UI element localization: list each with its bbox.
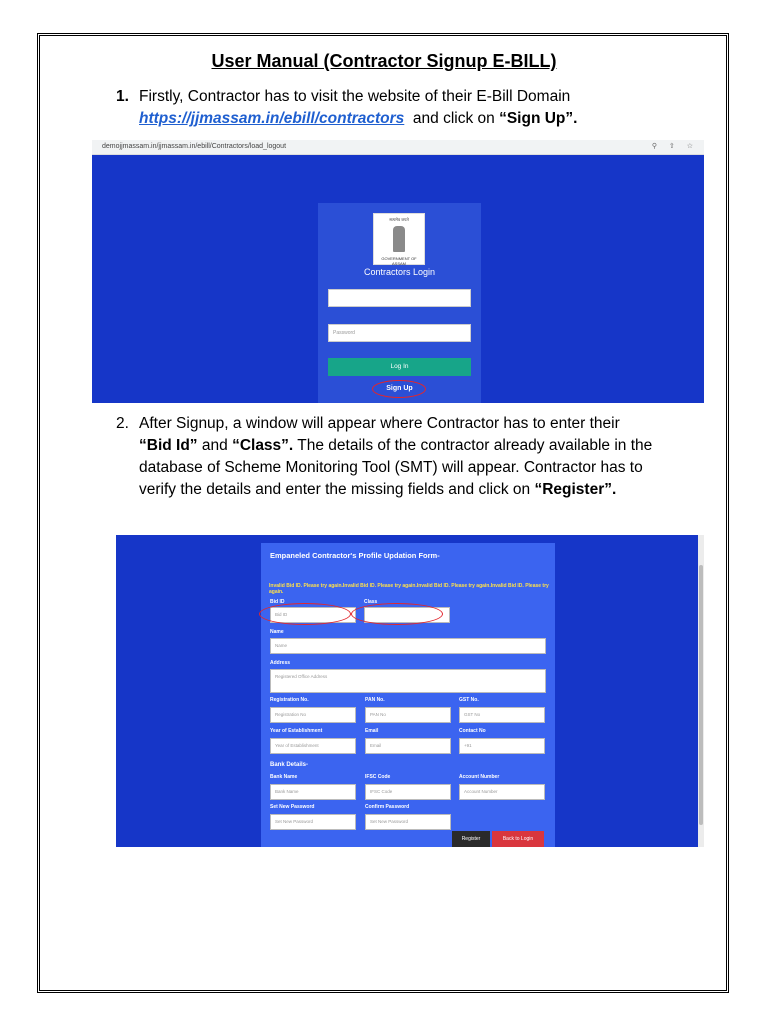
ebill-link[interactable]: https://jjmassam.in/ebill/contractors [139,110,405,127]
bank-details-heading: Bank Details- [270,762,309,768]
contact-input[interactable]: +91 [459,738,545,754]
error-message: Invalid Bid ID. Please try again.Invalid Bid ID. Please try again.Invalid Bid ID. Please try again.Invalid Bid ID. Please try again. [269,583,549,595]
gst-input[interactable]: GST No [459,707,545,723]
register-button[interactable]: Register [452,831,490,847]
login-card [318,203,481,403]
contact-label: Contact No [459,728,486,734]
bank-name-label: Bank Name [270,774,298,780]
class-term: “Class”. [232,437,294,454]
registration-label: Registration No. [270,697,309,703]
password-input[interactable]: Password [328,324,471,342]
bank-name-input[interactable]: Bank Name [270,784,356,800]
sign-up-highlight-oval [372,380,426,398]
login-title: Contractors Login [363,267,436,277]
year-input[interactable]: Year of Establishment [270,738,356,754]
pan-input[interactable]: PAN No [365,707,451,723]
address-input[interactable]: Registered Office Address [270,669,546,693]
year-label: Year of Establishment [270,728,323,734]
login-background [92,155,704,403]
email-input[interactable]: Email [365,738,451,754]
bid-id-highlight-oval [259,603,351,625]
bid-id-term: “Bid Id” [139,437,198,454]
scrollbar-thumb[interactable] [699,565,703,825]
step-1-sign-up: “Sign Up”. [499,110,578,127]
name-input[interactable]: Name [270,638,546,654]
assam-emblem-icon [373,213,425,265]
back-to-login-button[interactable]: Back to Login [492,831,544,847]
screenshot-login [92,140,704,403]
screenshot-profile-form [116,535,704,847]
new-password-label: Set New Password [270,804,315,810]
email-label: Email [365,728,379,734]
emblem-pillar-icon [393,226,405,252]
account-input[interactable]: Account Number [459,784,545,800]
browser-address-bar [92,140,704,155]
login-button[interactable]: Log In [328,358,471,376]
confirm-password-label: Confirm Password [365,804,410,810]
class-label: Class [364,599,378,605]
emblem-bottom-text: GOVERNMENT OF ASSAM [381,256,417,266]
step-1-after-link: and click on [412,110,495,127]
step-2-line-1: After Signup, a window will appear where Contractor has to enter their [139,415,620,432]
class-highlight-oval [351,603,443,625]
form-title: Empaneled Contractor's Profile Updation Form- [270,551,440,560]
step-2-line-2: The details of the contractor already available in the [297,437,653,454]
scrollbar[interactable] [698,535,704,847]
step-2-and: and [201,437,228,454]
browser-tool-icons: ⚲ ⇧ ☆ [651,143,698,150]
ifsc-label: IFSC Code [365,774,391,780]
name-label: Name [270,629,284,635]
step-1-text: Firstly, Contractor has to visit the website of their E-Bill Domain [139,88,571,105]
gst-label: GST No. [459,697,479,703]
sign-up-link[interactable]: Sign Up [386,385,413,392]
register-term: “Register”. [534,481,617,498]
address-label: Address [270,660,291,666]
bid-id-input[interactable]: Bid ID [270,607,356,623]
account-label: Account Number [459,774,500,780]
emblem-top-text: सत्यमेव जयते [389,217,409,222]
step-2-number: 2. [116,415,129,432]
pan-label: PAN No. [365,697,385,703]
bid-id-label: Bid ID [270,599,285,605]
document-title: User Manual (Contractor Signup E-BILL) [211,51,557,71]
ifsc-input[interactable]: IFSC Code [365,784,451,800]
step-2-line-3: database of Scheme Monitoring Tool (SMT) will appear. Contractor has to [139,459,643,476]
step-2-line-4: verify the details and enter the missing fields and click on [139,481,531,498]
url-text: demojjmassam.in/jjmassam.in/ebill/Contractors/load_logout [102,143,287,150]
profile-updation-form [261,543,555,847]
username-input[interactable] [328,289,471,307]
confirm-password-input[interactable]: Set New Password [365,814,451,830]
step-1-number: 1. [116,88,129,105]
new-password-input[interactable]: Set New Password [270,814,356,830]
registration-input[interactable]: Registration No [270,707,356,723]
